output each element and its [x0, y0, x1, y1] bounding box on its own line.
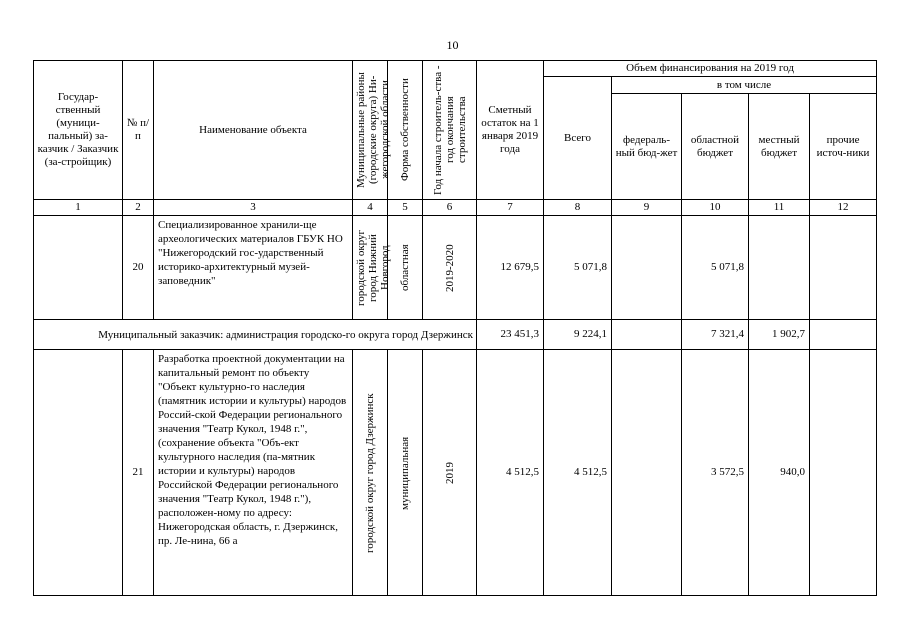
column-number: 8 — [544, 200, 612, 216]
header-customer: Государ-ственный (муници-пальный) за-казчик / Заказчик (за-стройщик) — [34, 61, 123, 200]
group-total: 9 224,1 — [544, 320, 612, 350]
local-cell — [749, 216, 810, 320]
federal-cell — [612, 216, 682, 320]
ownership-cell: муниципальная — [388, 350, 423, 596]
column-numbers-row — [34, 200, 877, 216]
funding-table — [33, 60, 877, 596]
header-local: местный бюджет — [749, 94, 810, 200]
group-local: 1 902,7 — [749, 320, 810, 350]
years-cell: 2019 — [423, 350, 477, 596]
regional-cell: 3 572,5 — [682, 350, 749, 596]
ownership-cell: областная — [388, 216, 423, 320]
header-object-name: Наименование объекта — [154, 61, 353, 200]
column-number: 6 — [423, 200, 477, 216]
header-no: № п/п — [123, 61, 154, 200]
other-cell — [810, 216, 877, 320]
column-number: 7 — [477, 200, 544, 216]
column-number: 4 — [353, 200, 388, 216]
years-cell: 2019-2020 — [423, 216, 477, 320]
page-number: 10 — [446, 38, 459, 52]
header-remainder: Сметный остаток на 1 января 2019 года — [477, 61, 544, 200]
column-number: 1 — [34, 200, 123, 216]
column-number: 11 — [749, 200, 810, 216]
total-cell: 5 071,8 — [544, 216, 612, 320]
group-federal — [612, 320, 682, 350]
column-number: 5 — [388, 200, 423, 216]
local-cell: 940,0 — [749, 350, 810, 596]
table-row — [34, 350, 877, 596]
object-name: Специализированное хранили-ще археологических материалов ГБУК НО "Нижегородский гос-ударственный историко-архитектурный музей-заповедник" — [154, 216, 353, 320]
remainder-cell: 12 679,5 — [477, 216, 544, 320]
group-label: Муниципальный заказчик: администрация городско-го округа город Дзержинск — [34, 320, 477, 350]
header-funding-title: Объем финансирования на 2019 год — [544, 61, 877, 77]
header-total: Всего — [544, 77, 612, 200]
header-including: в том числе — [612, 77, 877, 94]
other-cell — [810, 350, 877, 596]
customer-cell — [34, 350, 123, 596]
remainder-cell: 4 512,5 — [477, 350, 544, 596]
customer-cell — [34, 216, 123, 320]
row-number: 21 — [123, 350, 154, 596]
header-districts: Муниципальные районы (городские округа) Ни-жегородской области — [353, 61, 388, 200]
group-other — [810, 320, 877, 350]
header-years: Год начала строитель-ства - год окончания строительства — [423, 61, 477, 200]
row-number: 20 — [123, 216, 154, 320]
header-federal: федераль-ный бюд-жет — [612, 94, 682, 200]
column-number: 2 — [123, 200, 154, 216]
header-ownership: Форма собственности — [388, 61, 423, 200]
column-number: 10 — [682, 200, 749, 216]
federal-cell — [612, 350, 682, 596]
total-cell: 4 512,5 — [544, 350, 612, 596]
regional-cell: 5 071,8 — [682, 216, 749, 320]
district-cell: городской округ город Нижний Новгород — [353, 216, 388, 320]
group-remainder: 23 451,3 — [477, 320, 544, 350]
column-number: 12 — [810, 200, 877, 216]
group-regional: 7 321,4 — [682, 320, 749, 350]
column-number: 9 — [612, 200, 682, 216]
table-row — [34, 216, 877, 320]
header-regional: областной бюджет — [682, 94, 749, 200]
column-number: 3 — [154, 200, 353, 216]
group-row — [34, 320, 877, 350]
district-cell: городской округ город Дзержинск — [353, 350, 388, 596]
header-other: прочие источ-ники — [810, 94, 877, 200]
object-name: Разработка проектной документации на капитальный ремонт по объекту "Объект культурно-го наследия (памятник истории и культуры) народов Россий-ской Федерации регионального значения "Театр Кукол, 1948 г.", (сохранение объекта "Объ-ект культурного наследия (па-мятник истории и культуры) народов Российской Федерации регионального значения "Театр Кукол, 1948 г."), расположен-ному по адресу: Нижегородская область, г. Дзержинск, пр. Ле-нина, 66 а — [154, 350, 353, 596]
